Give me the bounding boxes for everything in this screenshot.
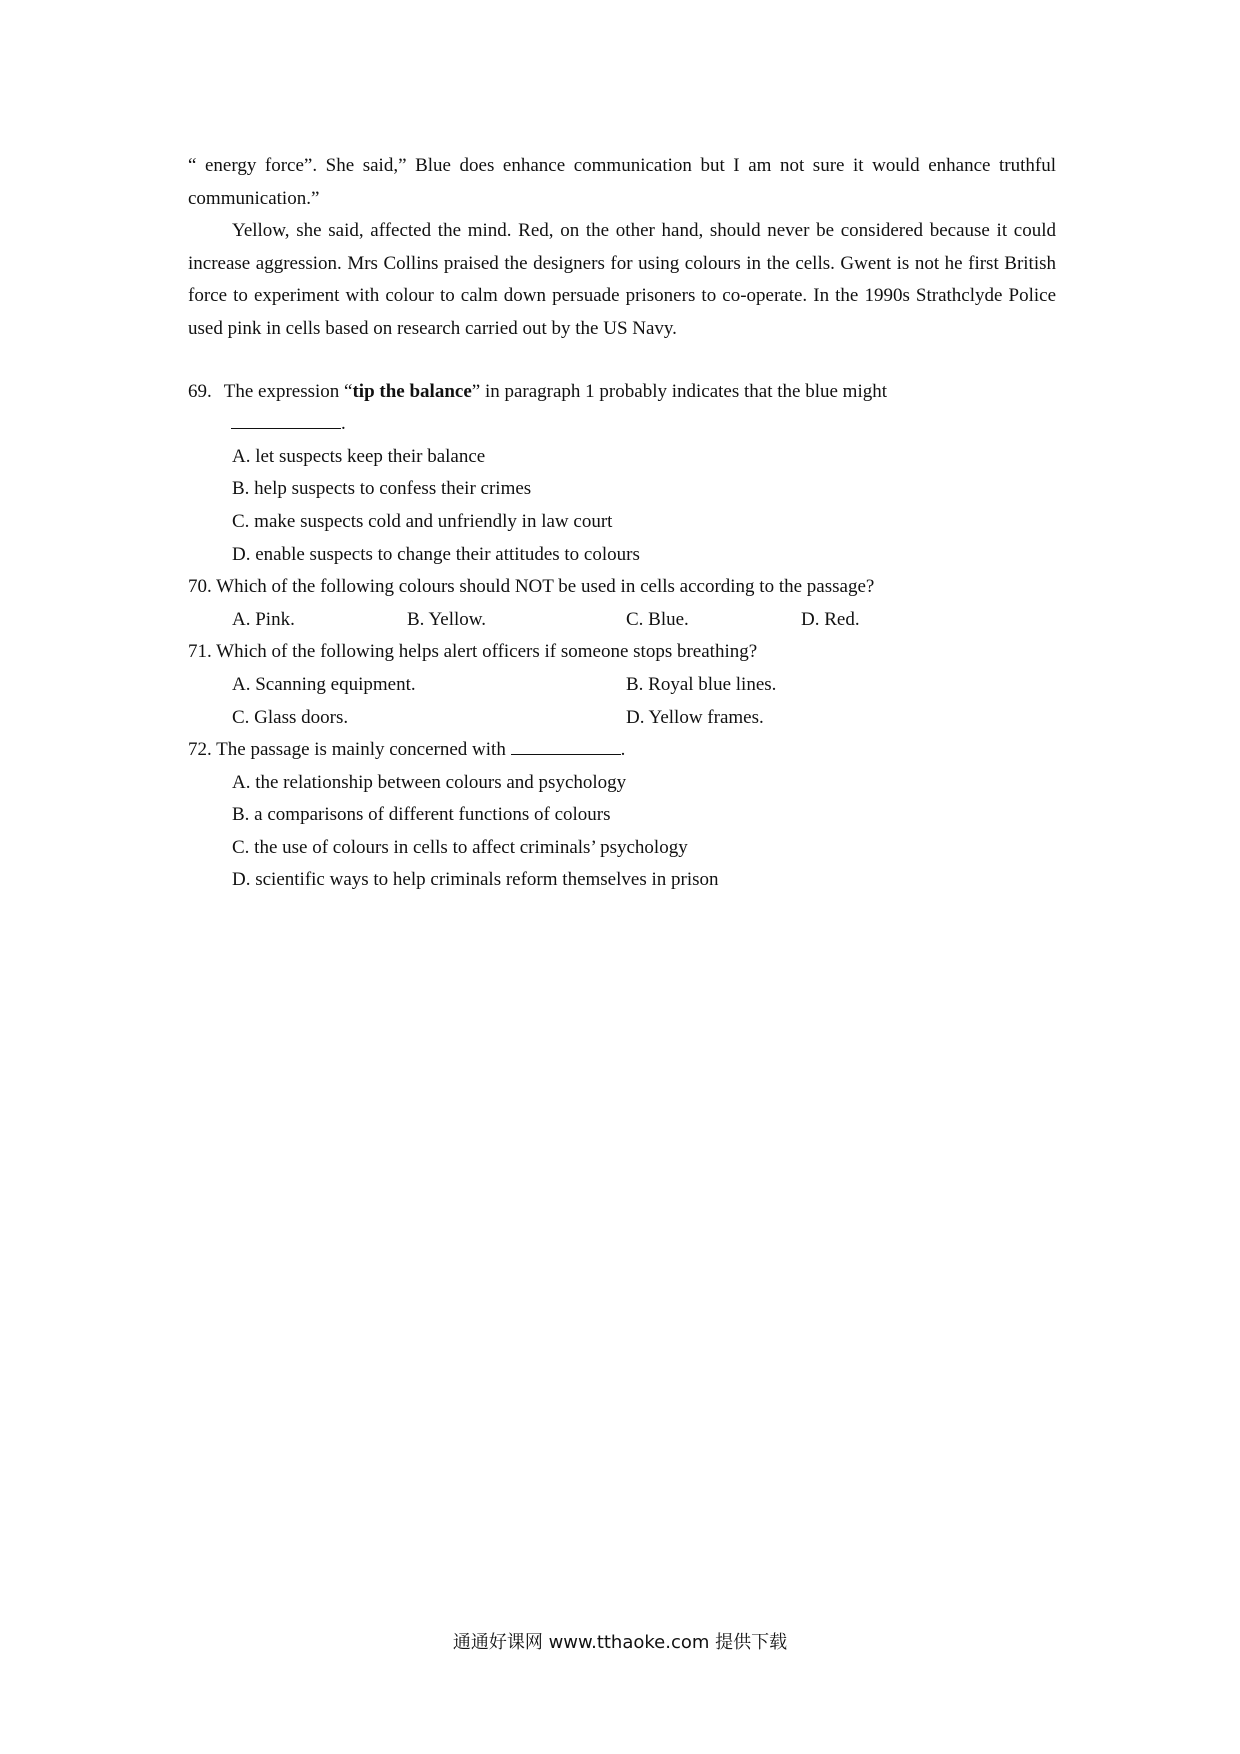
question-70-option-a: A. Pink.	[232, 608, 295, 630]
question-72-text: 72. The passage is mainly concerned with	[188, 739, 511, 761]
question-72-option-b: B. a comparisons of different functions of colours	[232, 804, 611, 826]
question-72-end: .	[620, 739, 626, 761]
question-69-stem	[188, 376, 1056, 409]
question-69-bold-phrase: tip the balance	[352, 380, 472, 402]
question-70-stem: 70. Which of the following colours should NOT be used in cells according to the passage?	[188, 576, 875, 598]
question-70-options	[188, 604, 1056, 637]
question-71-option-b: B. Royal blue lines.	[626, 673, 777, 695]
question-69-number: 69.	[188, 380, 212, 402]
question-71-option-c: C. Glass doors.	[232, 706, 349, 728]
question-72-option-c: C. the use of colours in cells to affect criminals’ psychology	[232, 836, 688, 858]
question-71-stem: 71. Which of the following helps alert officers if someone stops breathing?	[188, 641, 758, 663]
question-list	[188, 376, 1056, 898]
question-70-option-c: C. Blue.	[626, 608, 689, 630]
passage-paragraph-2: Yellow, she said, affected the mind. Red, on the other hand, should never be considered because it could increase aggression. Mrs Collins praised the designers for using colours in the cells. Gwent is not he first British force to experiment with colour to calm down persuade prisoners to co-operate. In the 1990s Strathclyde Police used pink in cells based on research carried out by the US Navy.	[188, 220, 1056, 339]
question-69-text-pre: The expression “	[223, 380, 353, 402]
document-page	[188, 150, 1056, 897]
question-71-option-d: D. Yellow frames.	[626, 706, 764, 728]
question-69-option-b: B. help suspects to confess their crimes	[232, 478, 532, 500]
question-70-option-b: B. Yellow.	[407, 608, 487, 630]
question-69-option-c: C. make suspects cold and unfriendly in law court	[232, 510, 613, 532]
question-72-option-a: A. the relationship between colours and psychology	[232, 771, 627, 793]
question-69-option-a: A. let suspects keep their balance	[232, 445, 486, 467]
question-71-options-row-1	[188, 669, 1056, 702]
question-70-option-d: D. Red.	[801, 608, 860, 630]
question-69-text-post: ” in paragraph 1 probably indicates that the blue might	[471, 380, 888, 402]
question-72-stem	[188, 734, 1056, 767]
question-69-option-d: D. enable suspects to change their attitudes to colours	[232, 543, 640, 565]
page-footer: 通通好课网 www.tthaoke.com 提供下载	[452, 1632, 788, 1653]
answer-blank	[511, 740, 621, 755]
question-71-options-row-2	[188, 702, 1056, 735]
question-71-option-a: A. Scanning equipment.	[232, 673, 416, 695]
question-69-end: .	[341, 413, 346, 435]
question-69-blank	[188, 408, 1056, 441]
passage-paragraph-1: “ energy force”. She said,” Blue does enhance communication but I am not sure it would enhance truthful communication.”	[188, 155, 1056, 209]
question-72-option-d: D. scientific ways to help criminals reform themselves in prison	[232, 869, 719, 891]
answer-blank	[231, 414, 341, 429]
